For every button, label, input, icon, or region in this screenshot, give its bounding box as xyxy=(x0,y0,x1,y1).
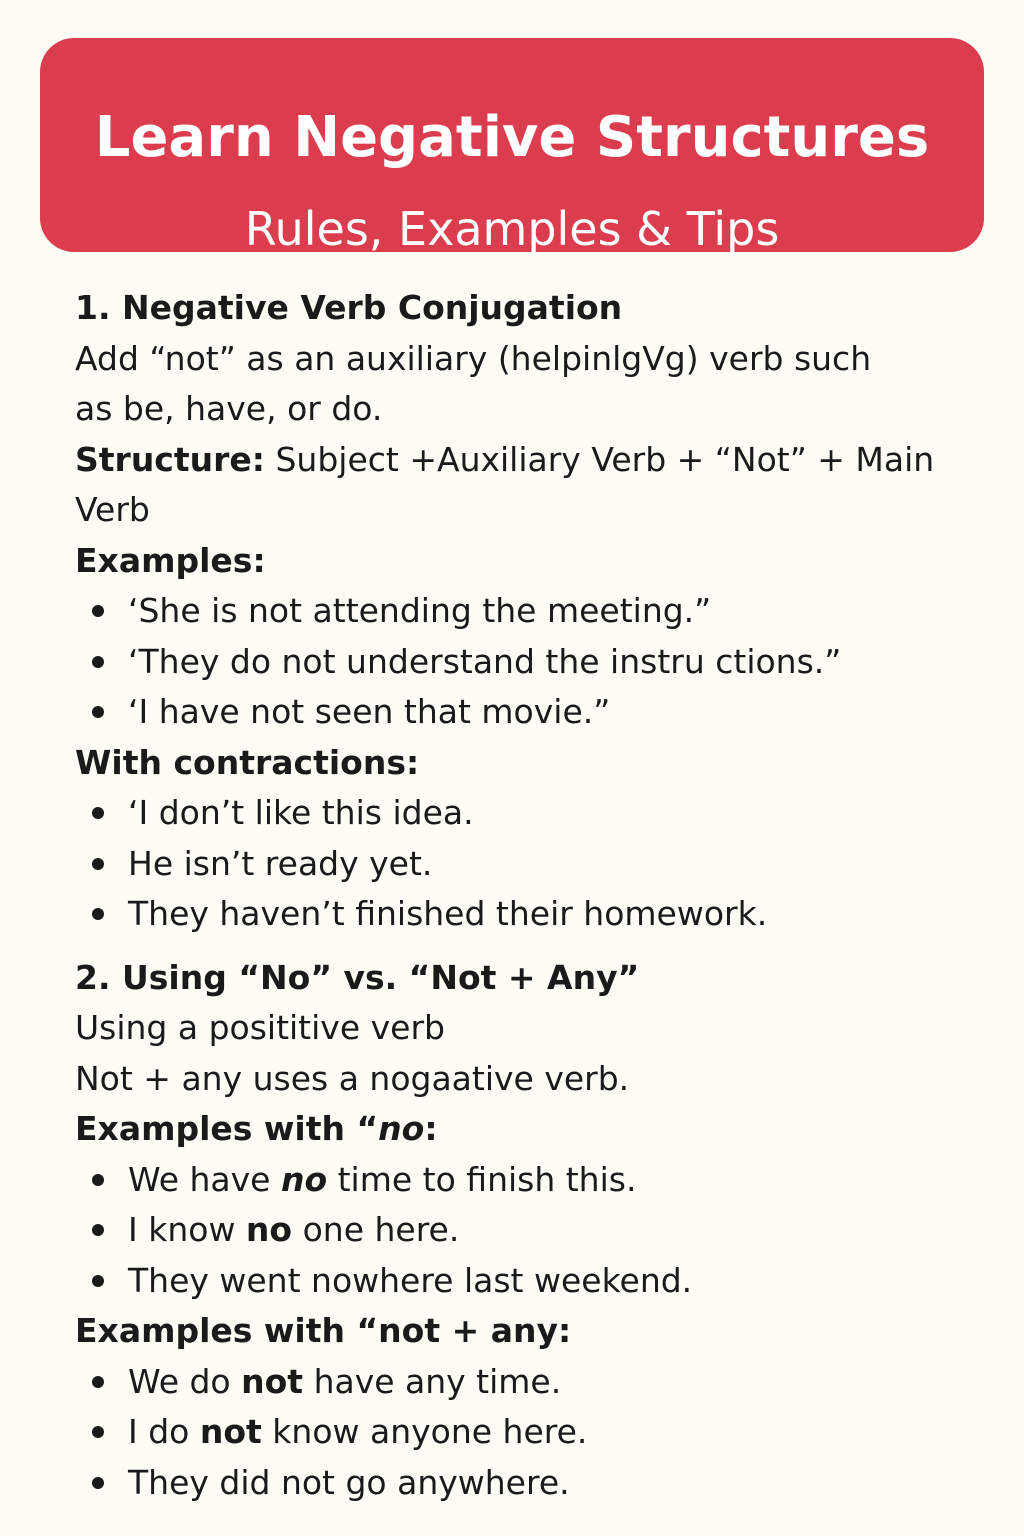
emphasis-word: no xyxy=(245,1210,293,1249)
list-item-text: They haven’t finished their homework. xyxy=(128,894,768,933)
examples-no-label-b: no xyxy=(378,1109,425,1148)
list-item-text: They went nowhere last weekend. xyxy=(128,1260,693,1300)
bullet-icon xyxy=(92,1477,104,1489)
bullet-icon xyxy=(92,656,104,668)
list-item xyxy=(75,788,975,839)
list-item xyxy=(75,1407,975,1458)
list-item-text: have any time. xyxy=(303,1361,562,1401)
structure-line xyxy=(75,435,975,486)
bullet-icon xyxy=(92,1224,104,1236)
list-item xyxy=(75,1205,975,1256)
structure-line-2: Verb xyxy=(75,490,150,529)
list-item xyxy=(75,839,975,890)
contractions-label: With contractions: xyxy=(75,742,420,782)
examples-no-label xyxy=(75,1104,975,1155)
examples-no-label-c: : xyxy=(424,1109,438,1148)
section-1-intro-line-1: Add “not” as an auxiliary (helpinlgVg) verb such xyxy=(75,338,872,378)
list-item-text: He isn’t ready yet. xyxy=(128,843,433,883)
list-item-text: We have xyxy=(128,1159,281,1199)
list-item xyxy=(75,687,975,738)
list-item xyxy=(75,1256,975,1307)
examples-label: Examples: xyxy=(75,540,266,580)
examples-not-any-label: Examples with “not + any: xyxy=(75,1311,572,1350)
list-item-text: one here. xyxy=(292,1210,460,1249)
section-2-line-2: Not + any uses a nogaative verb. xyxy=(75,1058,630,1098)
list-item-text: time to finish this. xyxy=(327,1159,637,1199)
main-content xyxy=(75,283,975,1508)
list-item xyxy=(75,637,975,688)
page-subtitle: Rules, Examples & Tips xyxy=(244,202,780,256)
list-item-text: ‘I have not seen that movie.” xyxy=(128,692,611,731)
emphasis-word: not xyxy=(241,1361,304,1401)
list-item xyxy=(75,586,975,637)
list-item xyxy=(75,1458,975,1509)
bullet-icon xyxy=(92,858,104,870)
section-2-line-1: Using a posititive verb xyxy=(75,1008,445,1047)
examples-no-label-a: Examples with “ xyxy=(75,1109,379,1148)
list-item xyxy=(75,1357,975,1408)
list-item-text: ‘I don’t like this idea. xyxy=(128,793,474,832)
section-1-heading: 1. Negative Verb Conjugation xyxy=(75,288,623,327)
bullet-icon xyxy=(92,1426,104,1438)
bullet-icon xyxy=(92,1275,104,1287)
bullet-icon xyxy=(92,605,104,617)
list-item-text: ‘They do not understand the instru ctions.” xyxy=(128,641,842,681)
bullet-icon xyxy=(92,706,104,718)
list-item-text: ‘She is not attending the meeting.” xyxy=(128,591,712,630)
list-item-text: know anyone here. xyxy=(261,1412,588,1451)
bullet-icon xyxy=(92,807,104,819)
list-item-text: I know xyxy=(128,1210,246,1249)
list-item-text: We do xyxy=(128,1361,242,1401)
page-title: Learn Negative Structures xyxy=(94,105,930,170)
list-item-text: I do xyxy=(128,1412,200,1451)
emphasis-word: not xyxy=(199,1412,262,1451)
section-1-intro-line-2: as be, have, or do. xyxy=(75,389,383,428)
list-item-text: They did not go anywhere. xyxy=(128,1462,570,1502)
bullet-icon xyxy=(92,1174,104,1186)
structure-label: Structure: xyxy=(75,439,265,479)
bullet-icon xyxy=(92,1376,104,1388)
list-item xyxy=(75,889,975,940)
list-item xyxy=(75,1155,975,1206)
bullet-icon xyxy=(92,908,104,920)
title-banner xyxy=(40,38,984,256)
structure-text: Subject +Auxiliary Verb + “Not” + Main xyxy=(265,439,935,479)
section-2-heading: 2. Using “No” vs. “Not + Any” xyxy=(75,957,640,997)
emphasis-word: no xyxy=(280,1159,328,1199)
